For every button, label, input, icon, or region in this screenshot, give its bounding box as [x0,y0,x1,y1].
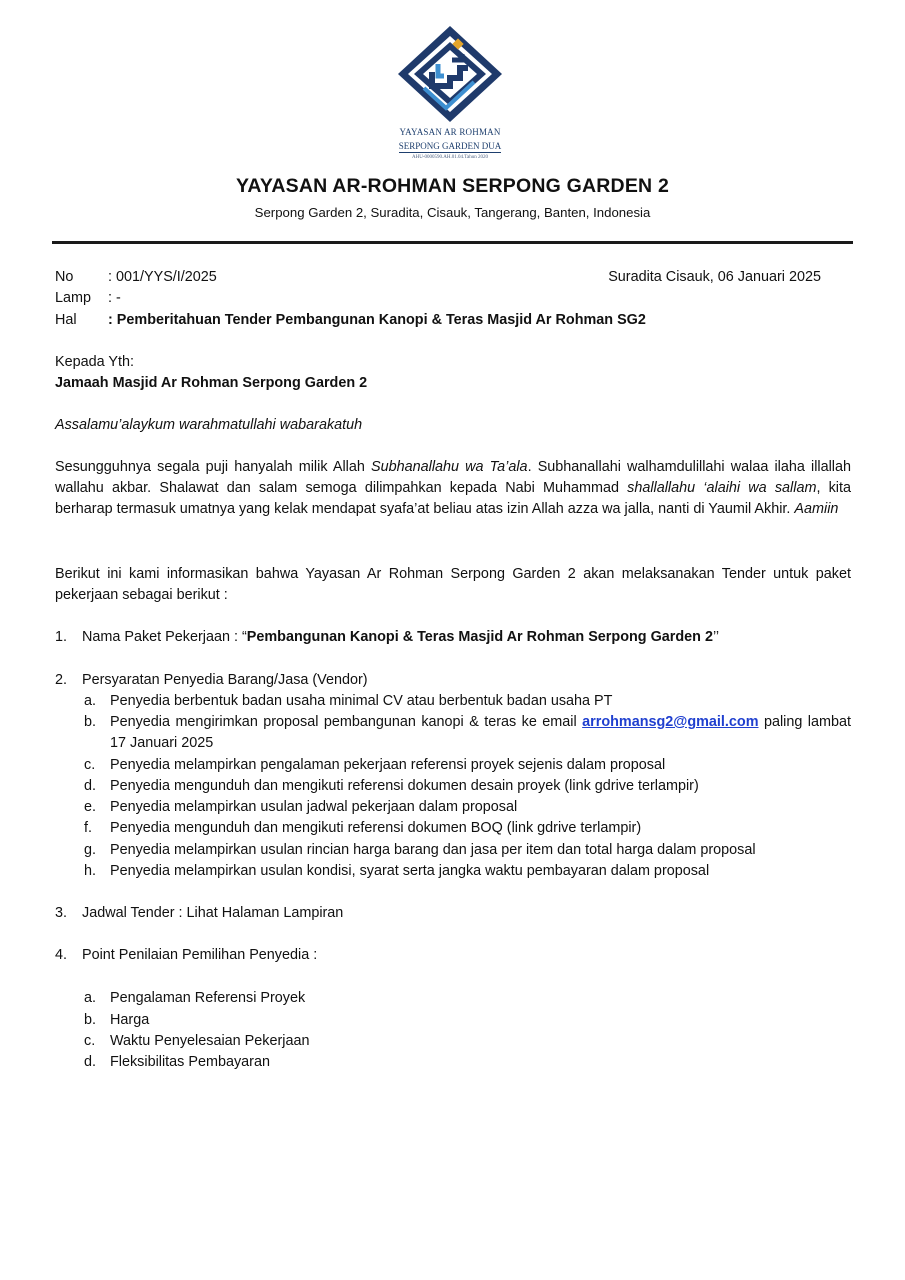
req-a-letter: a. [84,693,97,709]
opening-part-1: Sesungguhnya segala puji hanyalah milik Allah [55,459,371,475]
req-h-text: Penyedia melampirkan usulan kondisi, syarat serta jangka waktu pembayaran dalam proposal [110,863,710,879]
section-1-close: ’’ [712,629,720,645]
crit-b-letter: b. [84,1012,97,1028]
crit-a-letter: a. [84,990,97,1006]
req-b-text-end: paling lambat 17 Januari 2025 [110,714,851,751]
email-link[interactable]: arrohmansg2@gmail.com [582,714,759,730]
section-1-number: 1. [55,629,68,645]
req-c-letter: c. [84,757,96,773]
intro-paragraph: Berikut ini kami informasikan bahwa Yayasan Ar Rohman Serpong Garden 2 akan melaksanakan Tender untuk paket pekerjaan sebagai berikut : [55,566,851,603]
req-e-text: Penyedia melampirkan usulan jadwal pekerjaan dalam proposal [110,799,518,815]
organization-address: Serpong Garden 2, Suradita, Cisauk, Tangerang, Banten, Indonesia [254,205,651,220]
section-3-number: 3. [55,905,68,921]
req-f-text: Penyedia mengunduh dan mengikuti referensi dokumen BOQ (link gdrive terlampir) [110,820,642,836]
organization-name: YAYASAN AR-ROHMAN SERPONG GARDEN 2 [236,175,669,197]
lamp-value: : - [108,290,121,306]
req-g-letter: g. [84,842,97,858]
crit-c-text: Waktu Penyelesaian Pekerjaan [110,1033,310,1049]
recipient-name: Jamaah Masjid Ar Rohman Serpong Garden 2 [55,375,368,391]
req-c-text: Penyedia melampirkan pengalaman pekerjaan referensi proyek sejenis dalam proposal [110,757,666,773]
crit-c-letter: c. [84,1033,96,1049]
opening-paragraph [55,457,851,520]
crit-d-text: Fleksibilitas Pembayaran [110,1054,270,1070]
section-4-title: Point Penilaian Pemilihan Penyedia : [82,947,318,963]
section-4-number: 4. [55,947,68,963]
opening-part-5: , kita berharap termasuk umatnya yang kelak mendapat syafa’at beliau atas izin Allah azza wa jalla, nanti di Yaumil Akhir. [55,480,852,517]
opening-part-2: Subhanallahu wa Ta’ala [371,459,528,475]
section-1-text [82,627,719,648]
req-f-letter: f. [84,820,92,836]
place-date: Suradita Cisauk, 06 Januari 2025 [608,269,821,285]
req-b-text [110,712,851,754]
hal-value: : Pemberitahuan Tender Pembangunan Kanopi & Teras Masjid Ar Rohman SG2 [108,312,646,328]
logo-line-1: YAYASAN AR ROHMAN [399,127,501,137]
req-b-text-start: Penyedia mengirimkan proposal pembangunan kanopi & teras ke email [110,714,583,730]
no-label: No [55,269,74,285]
req-h-letter: h. [84,863,97,879]
section-1-label: Nama Paket Pekerjaan : “ [82,629,247,645]
section-2-number: 2. [55,672,68,688]
req-d-letter: d. [84,778,97,794]
req-b-letter: b. [84,714,97,730]
hal-label: Hal [55,312,77,328]
recipient-to: Kepada Yth: [55,354,134,370]
crit-d-letter: d. [84,1054,97,1070]
crit-b-text: Harga [110,1012,150,1028]
header-divider [52,241,853,244]
crit-a-text: Pengalaman Referensi Proyek [110,990,306,1006]
section-3-text: Jadwal Tender : Lihat Halaman Lampiran [82,905,344,921]
no-value: : 001/YYS/I/2025 [108,269,217,285]
logo-line-2: SERPONG GARDEN DUA [398,141,502,151]
req-d-text: Penyedia mengunduh dan mengikuti referensi dokumen desain proyek (link gdrive terlampir) [110,778,699,794]
lamp-label: Lamp [55,290,91,306]
opening-part-6: Aamiin [794,501,839,517]
section-1-value: Pembangunan Kanopi & Teras Masjid Ar Rohman Serpong Garden 2 [246,629,713,645]
foundation-logo-icon [394,24,506,124]
logo-line-3: AHU-0000590.AH.01.04.Tahun 2020 [412,155,488,160]
section-2-title: Persyaratan Penyedia Barang/Jasa (Vendor) [82,672,368,688]
req-g-text: Penyedia melampirkan usulan rincian harga barang dan jasa per item dan total harga dalam proposal [110,842,756,858]
req-e-letter: e. [84,799,97,815]
opening-part-4: shallallahu ‘alaihi wa sallam [627,480,817,496]
salutation: Assalamu’alaykum warahmatullahi wabarakatuh [55,417,363,433]
req-a-text: Penyedia berbentuk badan usaha minimal CV atau berbentuk badan usaha PT [110,693,613,709]
logo-caption [380,128,520,161]
opening-part-3: . Subhanallahi walhamdulillahi walaa ilaha illallah wallahu akbar. Shalawat dan salam semoga dilimpahkan kepada Nabi Muhammad [55,459,852,496]
